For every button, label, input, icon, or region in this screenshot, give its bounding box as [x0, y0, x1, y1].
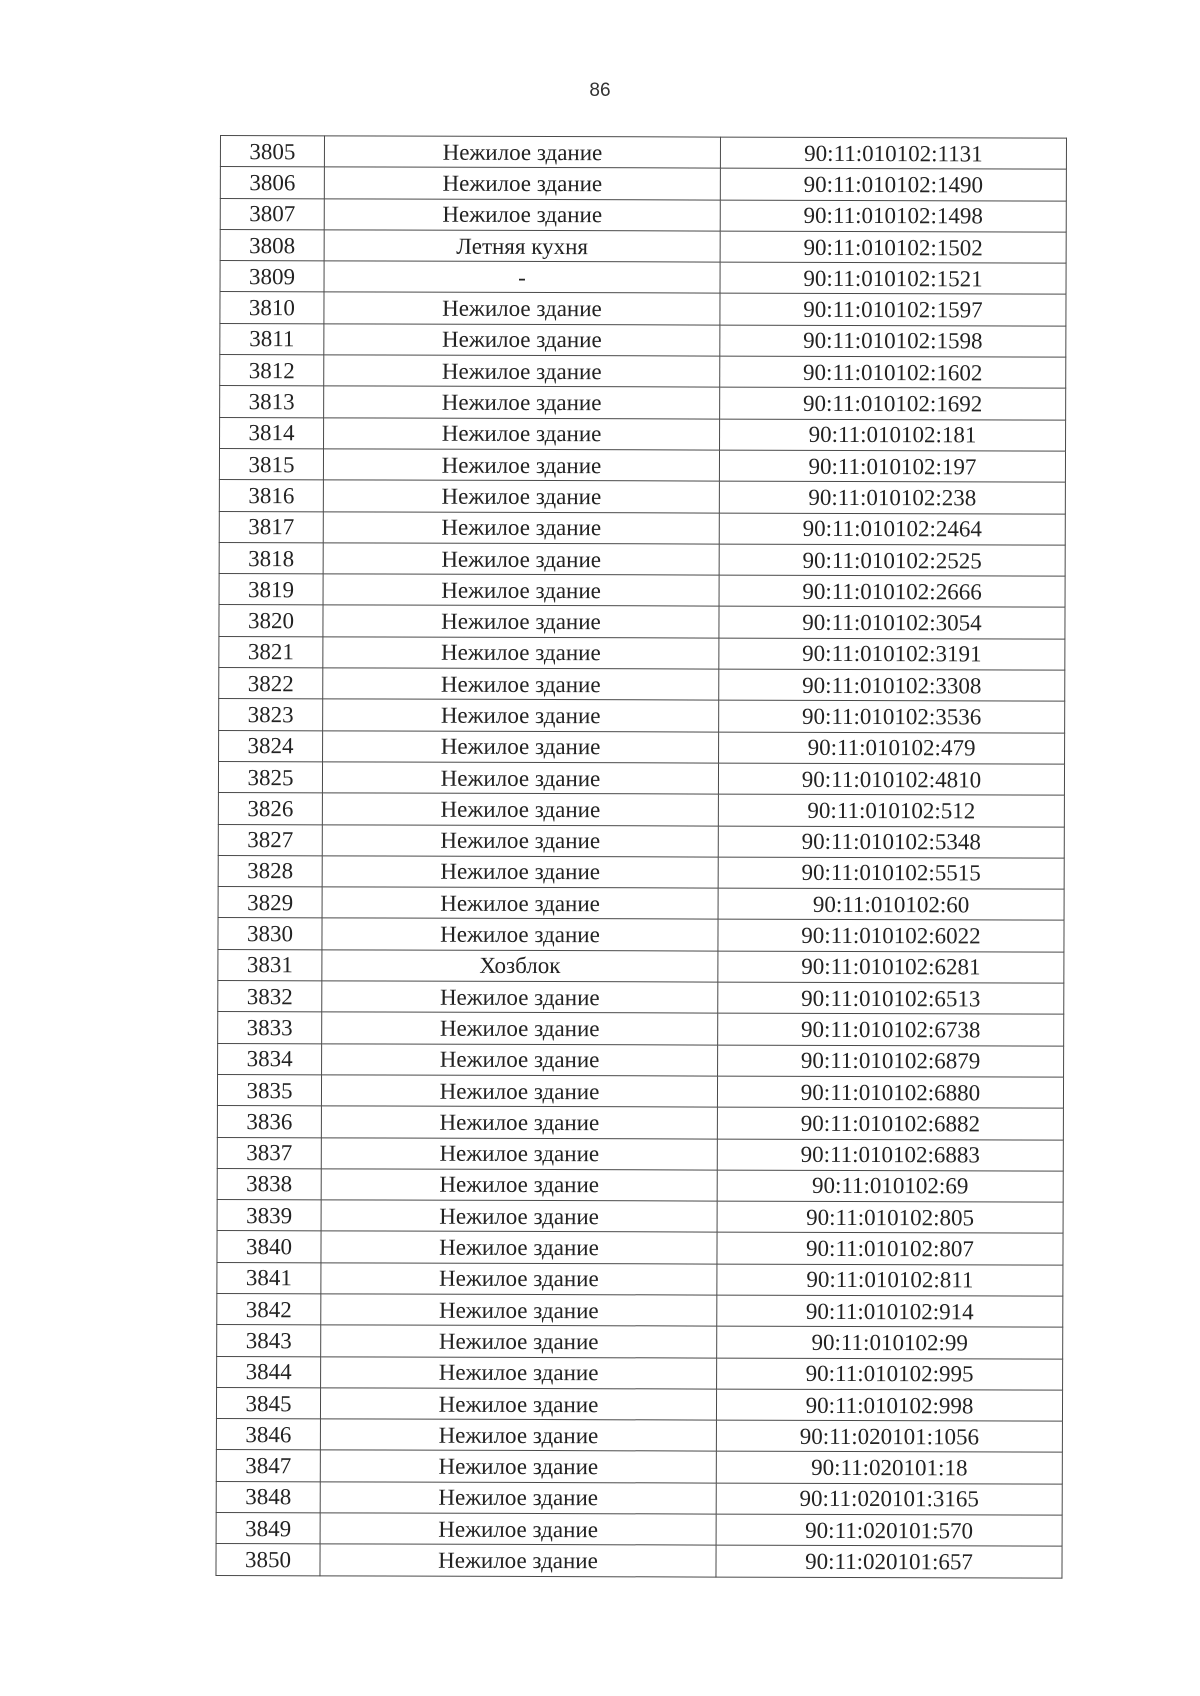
object-name-cell: Нежилое здание: [321, 1169, 717, 1202]
cadastral-number-cell: 90:11:020101:18: [716, 1452, 1062, 1484]
table-row: [217, 1106, 1063, 1140]
table-row: [218, 761, 1064, 795]
table-row: [220, 386, 1066, 420]
cadastral-number-cell: 90:11:020101:3165: [716, 1483, 1062, 1515]
object-name-cell: Нежилое здание: [323, 730, 719, 763]
table-row: [219, 668, 1065, 702]
cadastral-number-cell: 90:11:010102:2666: [719, 575, 1065, 607]
cadastral-number-cell: 90:11:010102:69: [717, 1170, 1063, 1202]
table-row: [220, 167, 1066, 201]
cadastral-number-cell: 90:11:010102:6880: [717, 1076, 1063, 1108]
cadastral-number-cell: 90:11:010102:4810: [718, 763, 1064, 795]
page-number: 86: [589, 80, 611, 101]
cadastral-number-cell: 90:11:010102:3054: [719, 607, 1065, 639]
cadastral-number-cell: 90:11:010102:6882: [717, 1107, 1063, 1139]
cadastral-number-cell: 90:11:010102:6879: [718, 1045, 1064, 1077]
row-number-cell: 3850: [216, 1544, 320, 1576]
cadastral-number-cell: 90:11:010102:6513: [718, 982, 1064, 1014]
object-name-cell: Нежилое здание: [321, 1263, 717, 1296]
table-row: [220, 198, 1066, 232]
table-row: [218, 1012, 1064, 1046]
row-number-cell: 3841: [217, 1262, 321, 1294]
row-number-cell: 3817: [219, 511, 323, 543]
cadastral-number-cell: 90:11:010102:2525: [719, 544, 1065, 576]
cadastral-number-cell: 90:11:010102:1521: [720, 262, 1066, 294]
table-row: [219, 511, 1065, 545]
object-name-cell: Нежилое здание: [322, 918, 718, 951]
object-name-cell: Нежилое здание: [322, 1012, 718, 1045]
row-number-cell: 3833: [218, 1012, 322, 1044]
table-row: [216, 1419, 1062, 1453]
table-row: [219, 448, 1065, 482]
table-row: [220, 417, 1066, 451]
row-number-cell: 3837: [217, 1137, 321, 1169]
row-number-cell: 3829: [218, 887, 322, 919]
object-name-cell: Нежилое здание: [323, 480, 719, 513]
table-row: [218, 981, 1064, 1015]
table-row: [219, 699, 1065, 733]
table-row: [218, 1043, 1064, 1077]
object-name-cell: Нежилое здание: [324, 136, 720, 169]
cadastral-number-cell: 90:11:010102:181: [720, 419, 1066, 451]
row-number-cell: 3846: [216, 1419, 320, 1451]
object-name-cell: Нежилое здание: [320, 1388, 716, 1421]
table-row: [220, 229, 1066, 263]
row-number-cell: 3825: [218, 761, 322, 793]
object-name-cell: Нежилое здание: [323, 637, 719, 670]
object-name-cell: Летняя кухня: [324, 230, 720, 263]
table-row: [217, 1293, 1063, 1327]
table-row: [218, 793, 1064, 827]
cadastral-number-cell: 90:11:010102:3536: [719, 700, 1065, 732]
row-number-cell: 3834: [218, 1043, 322, 1075]
row-number-cell: 3818: [219, 542, 323, 574]
object-name-cell: Нежилое здание: [321, 1294, 717, 1327]
row-number-cell: 3839: [217, 1200, 321, 1232]
row-number-cell: 3806: [220, 167, 324, 199]
object-name-cell: Нежилое здание: [322, 856, 718, 889]
object-name-cell: Нежилое здание: [321, 1075, 717, 1108]
table-row: [219, 574, 1065, 608]
table-row: [216, 1481, 1062, 1515]
cadastral-number-cell: 90:11:010102:2464: [719, 513, 1065, 545]
table-row: [217, 1168, 1063, 1202]
row-number-cell: 3840: [217, 1231, 321, 1263]
row-number-cell: 3830: [218, 918, 322, 950]
object-name-cell: Нежилое здание: [322, 824, 718, 857]
row-number-cell: 3843: [217, 1325, 321, 1357]
cadastral-number-cell: 90:11:010102:995: [717, 1358, 1063, 1390]
cadastral-number-cell: 90:11:010102:3191: [719, 638, 1065, 670]
row-number-cell: 3814: [220, 417, 324, 449]
object-name-cell: Нежилое здание: [324, 417, 720, 450]
cadastral-number-cell: 90:11:010102:5348: [718, 826, 1064, 858]
table-row: [220, 355, 1066, 389]
object-name-cell: Нежилое здание: [323, 668, 719, 701]
cadastral-number-cell: 90:11:010102:238: [719, 481, 1065, 513]
object-name-cell: Нежилое здание: [321, 1356, 717, 1389]
table-row: [219, 730, 1065, 764]
table-row: [218, 887, 1064, 921]
cadastral-number-cell: 90:11:010102:1597: [720, 294, 1066, 326]
table-row: [219, 542, 1065, 576]
table-row: [220, 261, 1066, 295]
row-number-cell: 3824: [219, 730, 323, 762]
row-number-cell: 3835: [217, 1074, 321, 1106]
row-number-cell: 3826: [218, 793, 322, 825]
object-name-cell: Нежилое здание: [321, 1200, 717, 1233]
object-name-cell: Нежилое здание: [322, 762, 718, 795]
row-number-cell: 3813: [220, 386, 324, 418]
object-name-cell: Нежилое здание: [321, 1106, 717, 1139]
row-number-cell: 3845: [216, 1387, 320, 1419]
cadastral-number-cell: 90:11:010102:1498: [720, 200, 1066, 232]
object-name-cell: Нежилое здание: [323, 605, 719, 638]
registry-table: [215, 135, 1067, 1578]
row-number-cell: 3842: [217, 1293, 321, 1325]
table-row: [218, 824, 1064, 858]
cadastral-number-cell: 90:11:010102:1131: [720, 137, 1066, 169]
object-name-cell: Нежилое здание: [324, 324, 720, 357]
row-number-cell: 3838: [217, 1168, 321, 1200]
table-row: [216, 1513, 1062, 1547]
table-row: [217, 1231, 1063, 1265]
cadastral-number-cell: 90:11:020101:1056: [716, 1420, 1062, 1452]
cadastral-number-cell: 90:11:010102:6281: [718, 951, 1064, 983]
object-name-cell: Нежилое здание: [323, 543, 719, 576]
object-name-cell: Нежилое здание: [323, 574, 719, 607]
cadastral-number-cell: 90:11:010102:6738: [718, 1013, 1064, 1045]
row-number-cell: 3848: [216, 1481, 320, 1513]
object-name-cell: Нежилое здание: [320, 1482, 716, 1515]
object-name-cell: Нежилое здание: [324, 292, 720, 325]
table-row: [216, 1544, 1062, 1578]
table-row: [218, 918, 1064, 952]
row-number-cell: 3849: [216, 1513, 320, 1545]
table-row: [216, 1387, 1062, 1421]
object-name-cell: Нежилое здание: [320, 1450, 716, 1483]
cadastral-number-cell: 90:11:010102:479: [719, 732, 1065, 764]
cadastral-number-cell: 90:11:010102:1598: [720, 325, 1066, 357]
row-number-cell: 3805: [220, 136, 324, 168]
table-row: [218, 949, 1064, 983]
cadastral-number-cell: 90:11:010102:1502: [720, 231, 1066, 263]
object-name-cell: Нежилое здание: [324, 386, 720, 419]
row-number-cell: 3808: [220, 229, 324, 261]
table-row: [219, 605, 1065, 639]
object-name-cell: Нежилое здание: [321, 1325, 717, 1358]
row-number-cell: 3827: [218, 824, 322, 856]
object-name-cell: Нежилое здание: [322, 887, 718, 920]
object-name-cell: Хозблок: [322, 950, 718, 983]
table-row: [217, 1325, 1063, 1359]
object-name-cell: -: [324, 261, 720, 294]
cadastral-number-cell: 90:11:020101:657: [716, 1545, 1062, 1577]
object-name-cell: Нежилое здание: [320, 1544, 716, 1577]
table-row: [220, 323, 1066, 357]
table-row: [218, 855, 1064, 889]
object-name-cell: Нежилое здание: [322, 793, 718, 826]
table-row: [217, 1200, 1063, 1234]
row-number-cell: 3810: [220, 292, 324, 324]
row-number-cell: 3819: [219, 574, 323, 606]
cadastral-number-cell: 90:11:010102:1692: [720, 387, 1066, 419]
row-number-cell: 3847: [216, 1450, 320, 1482]
object-name-cell: Нежилое здание: [324, 198, 720, 231]
object-name-cell: Нежилое здание: [323, 511, 719, 544]
row-number-cell: 3811: [220, 323, 324, 355]
table-body: [216, 136, 1067, 1578]
row-number-cell: 3820: [219, 605, 323, 637]
table-row: [217, 1137, 1063, 1171]
row-number-cell: 3812: [220, 355, 324, 387]
object-name-cell: Нежилое здание: [321, 1137, 717, 1170]
row-number-cell: 3832: [218, 981, 322, 1013]
row-number-cell: 3807: [220, 198, 324, 230]
object-name-cell: Нежилое здание: [320, 1419, 716, 1452]
object-name-cell: Нежилое здание: [322, 981, 718, 1014]
cadastral-number-cell: 90:11:010102:807: [717, 1232, 1063, 1264]
cadastral-number-cell: 90:11:010102:99: [717, 1326, 1063, 1358]
cadastral-number-cell: 90:11:010102:1490: [720, 168, 1066, 200]
row-number-cell: 3836: [217, 1106, 321, 1138]
cadastral-number-cell: 90:11:010102:3308: [719, 669, 1065, 701]
table-row: [219, 480, 1065, 514]
cadastral-number-cell: 90:11:010102:5515: [718, 857, 1064, 889]
object-name-cell: Нежилое здание: [324, 355, 720, 388]
cadastral-number-cell: 90:11:010102:512: [718, 794, 1064, 826]
table-row: [217, 1356, 1063, 1390]
cadastral-number-cell: 90:11:010102:6883: [717, 1139, 1063, 1171]
row-number-cell: 3823: [219, 699, 323, 731]
cadastral-number-cell: 90:11:010102:914: [717, 1295, 1063, 1327]
object-name-cell: Нежилое здание: [323, 449, 719, 482]
table-row: [220, 292, 1066, 326]
cadastral-number-cell: 90:11:010102:197: [719, 450, 1065, 482]
cadastral-number-cell: 90:11:010102:60: [718, 888, 1064, 920]
table-row: [216, 1450, 1062, 1484]
row-number-cell: 3816: [219, 480, 323, 512]
object-name-cell: Нежилое здание: [324, 167, 720, 200]
row-number-cell: 3815: [219, 448, 323, 480]
table-row: [220, 136, 1066, 170]
row-number-cell: 3831: [218, 949, 322, 981]
cadastral-number-cell: 90:11:020101:570: [716, 1514, 1062, 1546]
row-number-cell: 3821: [219, 636, 323, 668]
table-row: [217, 1074, 1063, 1108]
object-name-cell: Нежилое здание: [323, 699, 719, 732]
row-number-cell: 3828: [218, 855, 322, 887]
cadastral-number-cell: 90:11:010102:1602: [720, 356, 1066, 388]
row-number-cell: 3809: [220, 261, 324, 293]
cadastral-number-cell: 90:11:010102:805: [717, 1201, 1063, 1233]
object-name-cell: Нежилое здание: [322, 1043, 718, 1076]
row-number-cell: 3844: [217, 1356, 321, 1388]
row-number-cell: 3822: [219, 668, 323, 700]
table-row: [217, 1262, 1063, 1296]
cadastral-number-cell: 90:11:010102:811: [717, 1264, 1063, 1296]
cadastral-number-cell: 90:11:010102:998: [716, 1389, 1062, 1421]
object-name-cell: Нежилое здание: [320, 1513, 716, 1546]
cadastral-number-cell: 90:11:010102:6022: [718, 919, 1064, 951]
object-name-cell: Нежилое здание: [321, 1231, 717, 1264]
table-row: [219, 636, 1065, 670]
